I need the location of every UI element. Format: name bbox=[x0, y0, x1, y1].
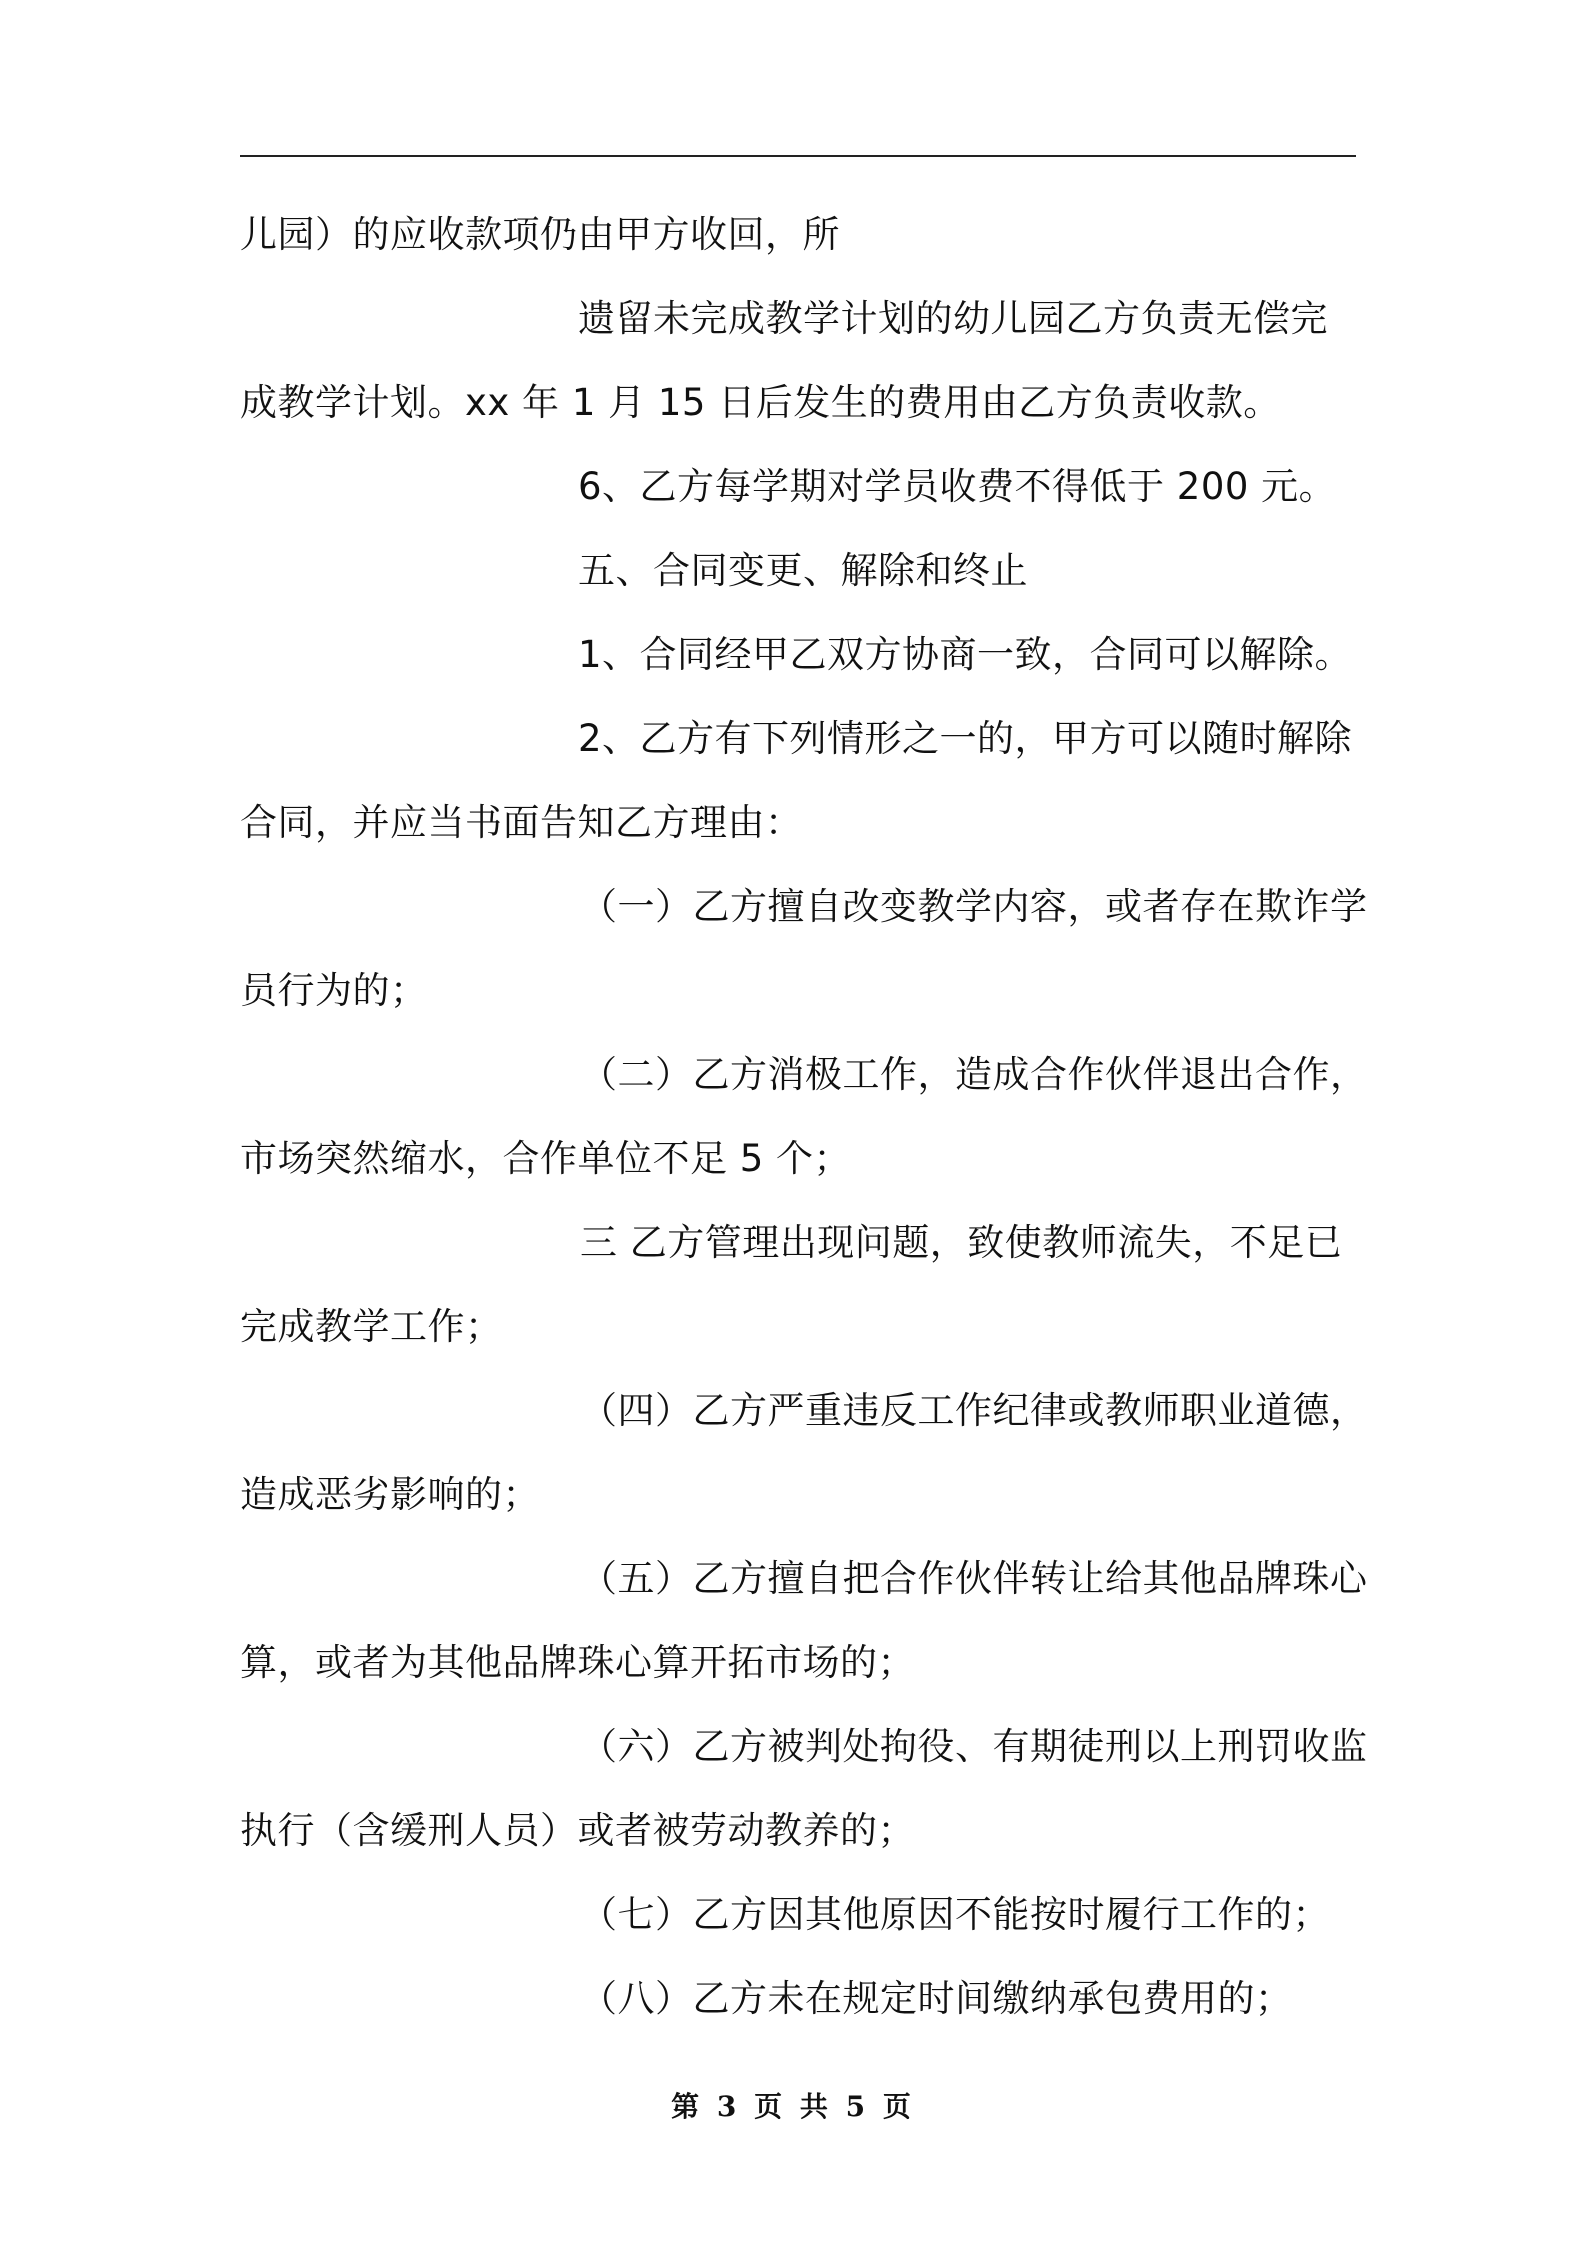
text-line-7: 2、乙方有下列情形之一的，甲方可以随时解除 bbox=[578, 717, 1353, 760]
text-line-15: （四）乙方严重违反工作纪律或教师职业道德， bbox=[580, 1389, 1368, 1432]
text-line-20: 执行（含缓刑人员）或者被劳动教养的； bbox=[240, 1809, 915, 1852]
text-line-17: （五）乙方擅自把合作伙伴转让给其他品牌珠心 bbox=[580, 1557, 1368, 1600]
text-line-3: 成教学计划。xx 年 1 月 15 日后发生的费用由乙方负责收款。 bbox=[240, 381, 1281, 424]
text-line-11: （二）乙方消极工作，造成合作伙伴退出合作， bbox=[580, 1053, 1368, 1096]
text-line-14: 完成教学工作； bbox=[240, 1305, 503, 1348]
text-line-22: （八）乙方未在规定时间缴纳承包费用的； bbox=[580, 1977, 1293, 2020]
text-line-2: 遗留未完成教学计划的幼儿园乙方负责无偿完 bbox=[578, 297, 1328, 340]
section-heading: 五、合同变更、解除和终止 bbox=[578, 549, 1028, 592]
document-body bbox=[240, 193, 1368, 2041]
text-line-1: 儿园）的应收款项仍由甲方收回，所 bbox=[240, 213, 840, 256]
text-line-6: 1、合同经甲乙双方协商一致，合同可以解除。 bbox=[578, 633, 1353, 676]
header-rule bbox=[240, 155, 1356, 157]
text-line-12: 市场突然缩水，合作单位不足 5 个； bbox=[240, 1137, 852, 1180]
text-line-8: 合同，并应当书面告知乙方理由： bbox=[240, 801, 803, 844]
text-line-19: （六）乙方被判处拘役、有期徒刑以上刑罚收监 bbox=[580, 1725, 1368, 1768]
text-line-16: 造成恶劣影响的； bbox=[240, 1473, 540, 1516]
text-line-13: 三 乙方管理出现问题，致使教师流失，不足已 bbox=[580, 1221, 1343, 1264]
text-line-18: 算，或者为其他品牌珠心算开拓市场的； bbox=[240, 1641, 915, 1684]
page-number-footer: 第 3 页 共 5 页 bbox=[671, 2090, 915, 2123]
text-line-10: 员行为的； bbox=[240, 969, 428, 1012]
text-line-9: （一）乙方擅自改变教学内容，或者存在欺诈学 bbox=[580, 885, 1368, 928]
text-line-4: 6、乙方每学期对学员收费不得低于 200 元。 bbox=[578, 465, 1337, 508]
text-line-21: （七）乙方因其他原因不能按时履行工作的； bbox=[580, 1893, 1330, 1936]
